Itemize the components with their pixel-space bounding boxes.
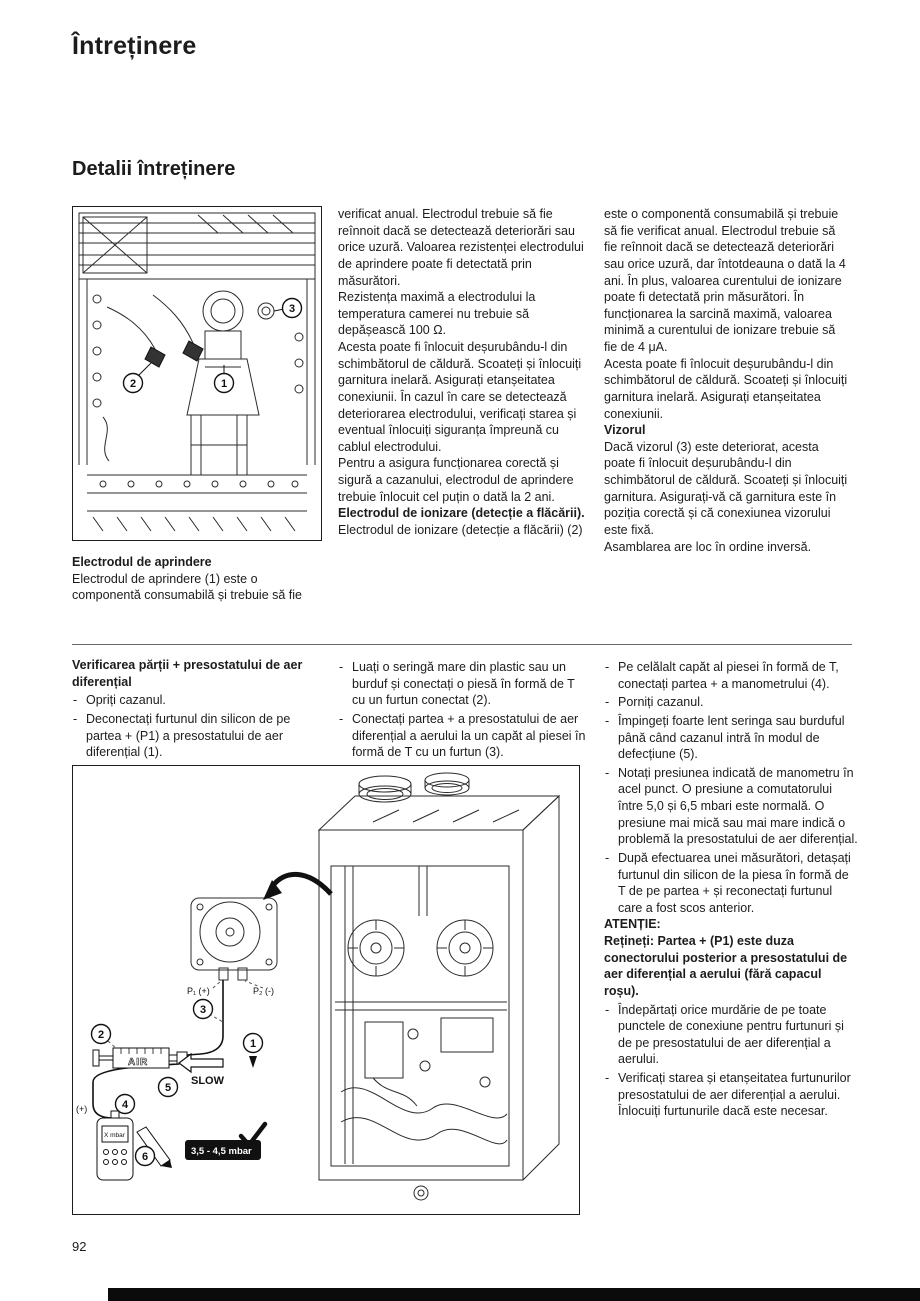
list-item: - Notați presiunea indicată de manometru în acel punct. O presiune a comutatorului între 5,0 și 6,5 mbari este normală. O presiune mai mică sau mai mare indică o problemă la presostatului de aer diferențial. <box>604 765 858 848</box>
callout-5: 5 <box>164 1082 172 1094</box>
paragraph: Pentru a asigura funcționarea corectă și sigură a cazanului, electrodul de aprindere trebuie înlocuit cel puțin o dată la 2 ani. <box>338 456 574 504</box>
bottom-column-1 <box>72 657 324 761</box>
list-item: - După efectuarea unei măsurători, detașați furtunul din silicon de la piesa în formă de T de pe partea + și reconectați furtunul care a fost scos anterior. <box>604 850 858 917</box>
figure-pressure-switch-test <box>72 765 580 1215</box>
air-label: AIR <box>128 1057 149 1068</box>
list-item: - Împingeți foarte lent seringa sau burduful până când cazanul intră în modul de defecțiune (5). <box>604 713 858 763</box>
page-number: 92 <box>72 1239 87 1254</box>
plus-side-label: (+) <box>76 1104 88 1114</box>
paragraph: Rezistența maximă a electrodului la temperatura camerei nu trebuie să depășească 100 Ω. <box>338 290 536 338</box>
callout-3: 3 <box>199 1004 207 1016</box>
list-item: - Opriți cazanul. <box>72 692 324 709</box>
procedure-heading: Verificarea părții + presostatului de aer diferențial <box>72 658 303 689</box>
footer-bar <box>108 1288 920 1301</box>
paragraph: Dacă vizorul (3) este deteriorat, acesta poate fi înlocuit deșurubându-l din schimbătorul de căldură. Scoateți și înlocuiți garnitura. Asigurați-vă că garnitura este în poziția corectă și că conexiunea vizorului este fixă. <box>604 439 848 537</box>
callout-1: 1 <box>249 1038 257 1050</box>
slow-label: SLOW <box>191 1075 224 1087</box>
paragraph: Acesta poate fi înlocuit deșurubându-l din schimbătorul de căldură. Scoateți și înlocuiți garnitura inelară. Asigurați etanșeitatea conexiunii. În cazul în care se detectează deteriorarea electrodului, verificați starea și eventual înlocuiți siguranța împreună cu cablul electrodului. <box>338 340 582 454</box>
check-icon <box>241 1124 265 1145</box>
paragraph: Asamblarea are loc în ordine inversă. <box>604 539 812 554</box>
callout-4: 4 <box>121 1099 129 1111</box>
callout-2: 2 <box>129 378 137 390</box>
callout-3: 3 <box>288 303 296 315</box>
figure-ignition-electrode <box>72 206 322 541</box>
list-item: - Porniți cazanul. <box>604 694 858 711</box>
figure1-callouts <box>124 299 302 393</box>
figure-caption-text: Electrodul de aprindere (1) este o componentă consumabilă și trebuie să fie <box>72 571 302 603</box>
callout-6: 6 <box>141 1151 149 1163</box>
ignition-electrode-drawing <box>73 207 321 540</box>
callout-1: 1 <box>220 378 228 390</box>
section-divider <box>72 644 852 645</box>
section-title: Detalii întreținere <box>72 158 236 180</box>
pressure-range-badge: 3,5 - 4,5 mbar <box>191 1146 252 1157</box>
page-title: Întreținere <box>72 32 197 60</box>
paragraph: este o componentă consumabilă și trebuie să fie verificat anual. Electrodul trebuie să fie reînnoit dacă se detectează deteriorări sau orice uzură, dar întotdeauna o dată la 4 ani. În plus, valoarea curentului de ionizare poate fi detectată prin măsurători. În funcționarea la sarcină maximă, valoarea minimă a curentului de ionizare trebuie să fie de 4 μA. <box>604 207 846 354</box>
paragraph: Electrodul de ionizare (detecție a flăcării) (2) <box>338 522 583 537</box>
attention-note: Rețineți: Partea + (P1) este duza conectorului posterior a presostatului de aer diferențial a aerului (fără capacul roșu). <box>604 934 848 998</box>
top-column-2 <box>338 206 590 539</box>
top-column-3 <box>604 206 852 555</box>
manometer-reading: X mbar <box>104 1132 125 1139</box>
bottom-column-2 <box>338 657 590 761</box>
list-item: - Verificați starea și etanșeitatea furtunurilor presostatului de aer diferențial a aerului. Înlocuiți furtunurile dacă este necesar. <box>604 1070 858 1120</box>
list-item: - Conectați partea + a presostatului de aer diferențial a aerului la un capăt al piesei în formă de T cu un furtun (3). <box>338 711 590 761</box>
bottom-column-3 <box>604 657 858 1120</box>
callout-2: 2 <box>97 1029 105 1041</box>
attention-heading: ATENȚIE: <box>604 917 661 932</box>
p1-port-label: P₁ (+) <box>187 986 210 996</box>
top-column-1 <box>72 206 324 604</box>
figure-caption-heading: Electrodul de aprindere <box>72 555 212 569</box>
list-item: - Pe celălalt capăt al piesei în formă de T, conectați partea + a manometrului (4). <box>604 659 858 692</box>
list-item: - Luați o seringă mare din plastic sau un burduf și conectați o piesă în formă de T cu un furtun conectat (2). <box>338 659 590 709</box>
p2-port-label: P₂ (-) <box>253 986 274 996</box>
list-item: - Îndepărtați orice murdărie de pe toate punctele de conexiune pentru furtunuri și de pe presostatului de aer diferențial a aerului. <box>604 1002 858 1069</box>
pressure-switch-test-drawing <box>73 766 579 1214</box>
paragraph: Acesta poate fi înlocuit deșurubându-l din schimbătorul de căldură. Scoateți și înlocuiți garnitura inelară. Asigurați etanșeitatea conexiunii. <box>604 356 848 421</box>
list-item: - Deconectați furtunul din silicon de pe partea + (P1) a presostatului de aer diferențial (1). <box>72 711 324 761</box>
paragraph: verificat anual. Electrodul trebuie să fie reînnoit dacă se detectează deteriorări sau orice uzură. Valoarea rezistenței electrodului de aprindere poate fi detectată prin măsurători. <box>338 207 584 288</box>
subheading-ionization: Electrodul de ionizare (detecție a flăcării). <box>338 506 585 521</box>
subheading-sight-glass: Vizorul <box>604 423 646 438</box>
